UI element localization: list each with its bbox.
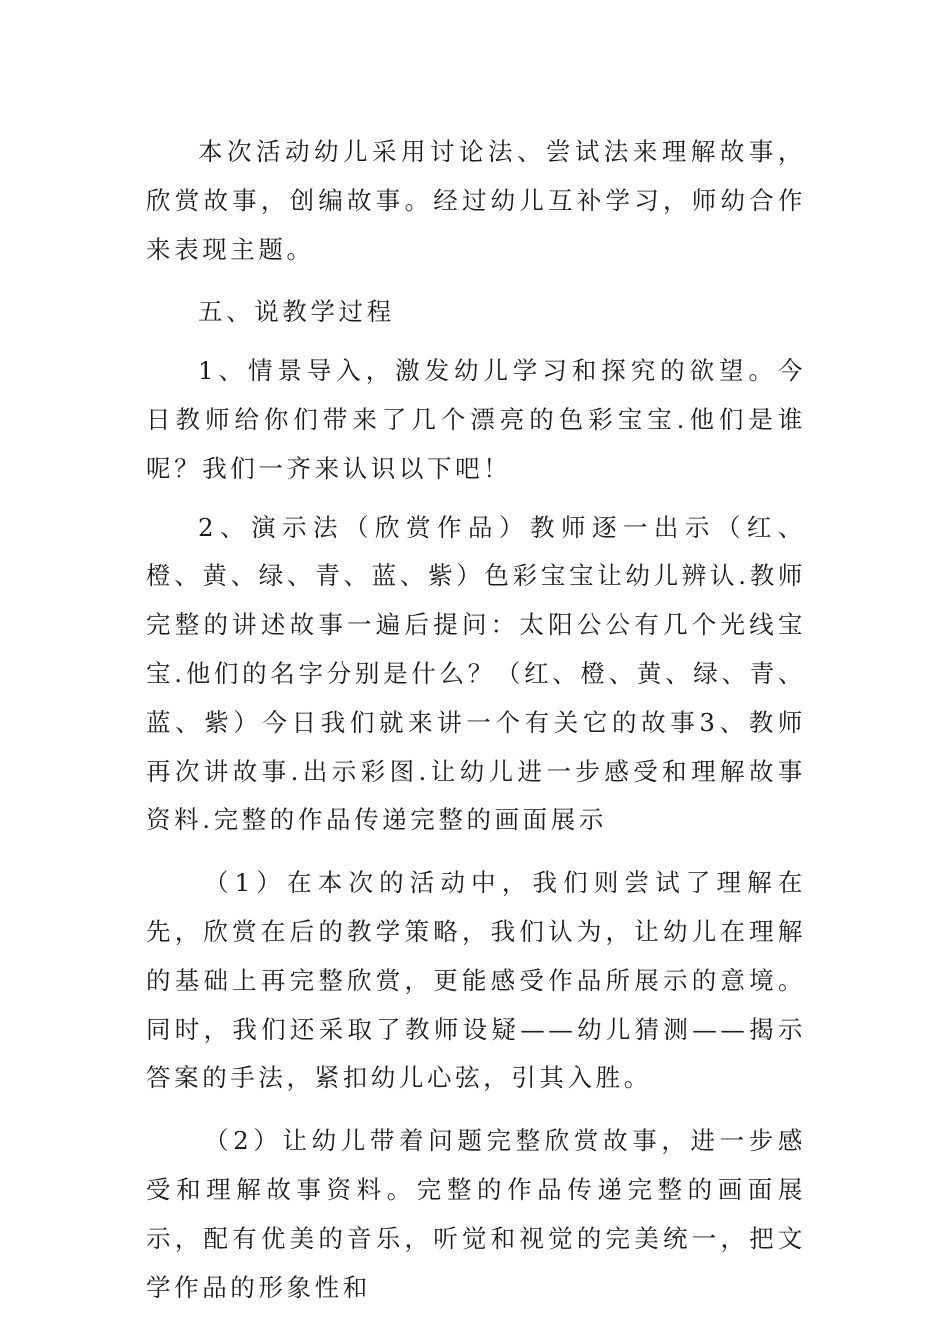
section-heading-teaching-process: 五、说教学过程 bbox=[198, 297, 395, 327]
paragraph-activity-methods: 本次活动幼儿采用讨论法、尝试法来理解故事，欣赏故事，创编故事。经过幼儿互补学习，师幼合作来表现主题。 bbox=[146, 137, 806, 264]
paragraph-step-2: 2、演示法（欣赏作品）教师逐一出示（红、橙、黄、绿、青、蓝、紫）色彩宝宝让幼儿辨认.教师完整的讲述故事一遍后提问：太阳公公有几个光线宝宝.他们的名字分别是什么？（红、橙、黄、绿、青、蓝、紫）今日我们就来讲一个有关它的故事3、教师再次讲故事.出示彩图.让幼儿进一步感受和理解故事资料.完整的作品传递完整的画面展示 bbox=[146, 512, 806, 835]
paragraph-point-2: （2）让幼儿带着问题完整欣赏故事，进一步感受和理解故事资料。完整的作品传递完整的画面展示，配有优美的音乐，听觉和视觉的完美统一，把文学作品的形象性和 bbox=[146, 1126, 806, 1302]
paragraph-step-1: 1、情景导入，激发幼儿学习和探究的欲望。今日教师给你们带来了几个漂亮的色彩宝宝.他们是谁呢？我们一齐来认识以下吧！ bbox=[146, 356, 806, 483]
document-body bbox=[146, 128, 806, 1312]
paragraph-point-1: （1）在本次的活动中，我们则尝试了理解在先，欣赏在后的教学策略，我们认为，让幼儿在理解的基础上再完整欣赏，更能感受作品所展示的意境。同时，我们还采取了教师设疑——幼儿猜测——揭示答案的手法，紧扣幼儿心弦，引其入胜。 bbox=[146, 868, 806, 1093]
